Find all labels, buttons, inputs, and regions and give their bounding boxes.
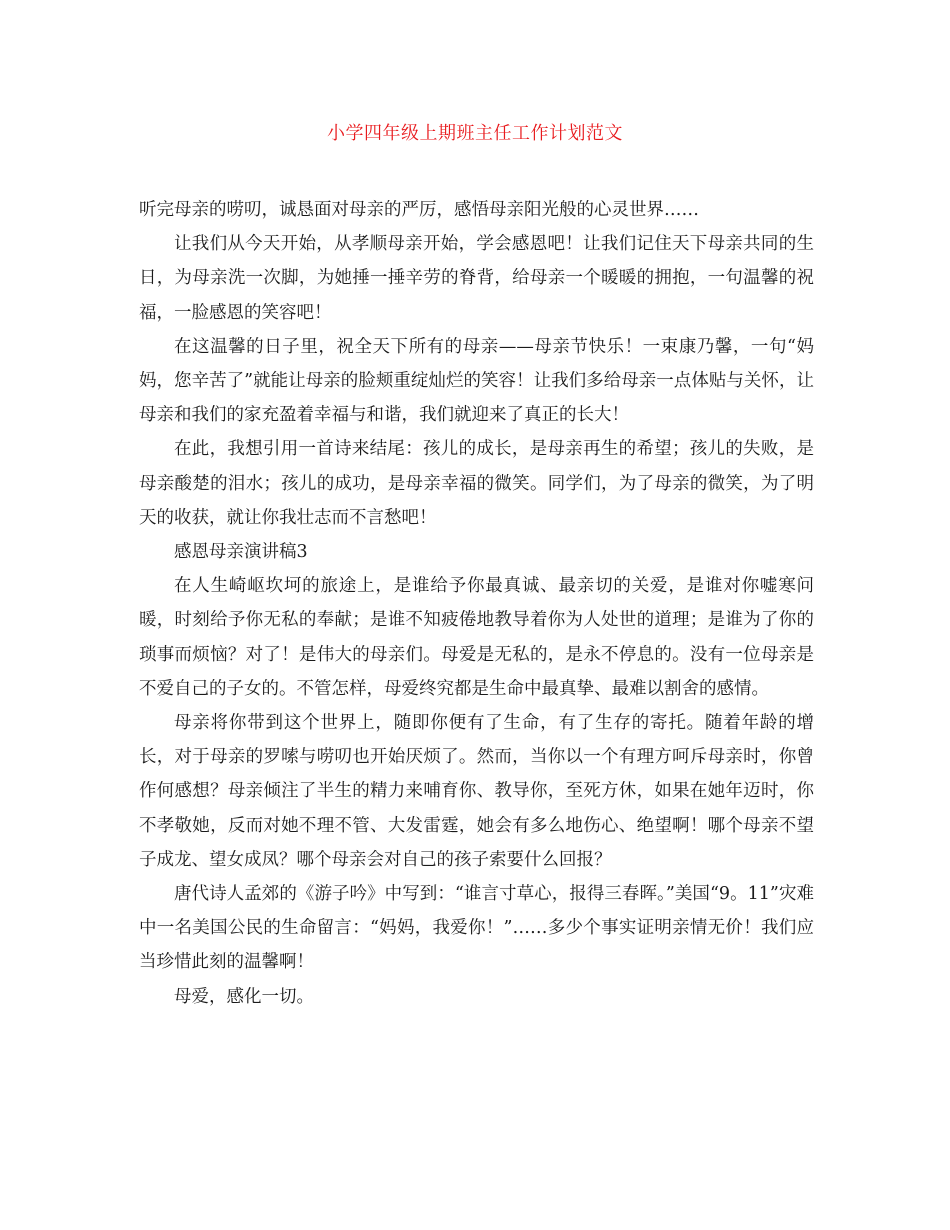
paragraph-7: 唐代诗人孟郊的《游子吟》中写到：“谁言寸草心，报得三春晖。”美国“9。11”灾难中一名美国公民的生命留言：“妈妈，我爱你！”……多少个事实证明亲情无价！我们应当珍惜此刻的温馨啊！ — [139, 884, 814, 973]
paragraph-1: 听完母亲的唠叨，诚恳面对母亲的严厉，感悟母亲阳光般的心灵世界…… — [139, 200, 699, 220]
paragraph-2: 让我们从今天开始，从孝顺母亲开始，学会感恩吧！让我们记住天下母亲共同的生日，为母亲洗一次脚，为她捶一捶辛劳的脊背，给母亲一个暖暖的拥抱，一句温馨的祝福，一脸感恩的笑容吧！ — [139, 234, 814, 323]
paragraph-5: 在人生崎岖坎坷的旅途上，是谁给予你最真诚、最亲切的关爱，是谁对你嘘寒问暖，时刻给予你无私的奉献；是谁不知疲倦地教导着你为人处世的道理；是谁为了你的琐事而烦恼？对了！是伟大的母亲们。母爱是无私的，是永不停息的。没有一位母亲是不爱自己的子女的。不管怎样，母爱终究都是生命中最真挚、最难以割舍的感情。 — [139, 576, 814, 699]
document-title: 小学四年级上期班主任工作计划范文 — [327, 123, 623, 144]
section-heading: 感恩母亲演讲稿3 — [174, 542, 308, 563]
document-body — [139, 193, 814, 1014]
paragraph-3: 在这温馨的日子里，祝全天下所有的母亲——母亲节快乐！一束康乃馨，一句“妈妈，您辛苦了”就能让母亲的脸颊重绽灿烂的笑容！让我们多给母亲一点体贴与关怀，让母亲和我们的家充盈着幸福与和谐，我们就迎来了真正的长大！ — [139, 336, 814, 426]
paragraph-8: 母爱，感化一切。 — [174, 986, 314, 1007]
paragraph-4: 在此，我想引用一首诗来结尾：孩儿的成长，是母亲再生的希望；孩儿的失败，是母亲酸楚的泪水；孩儿的成功，是母亲幸福的微笑。同学们，为了母亲的微笑，为了明天的收获，就让你我壮志而不言愁吧！ — [139, 439, 814, 528]
paragraph-6: 母亲将你带到这个世界上，随即你便有了生命，有了生存的寄托。随着年龄的增长，对于母亲的罗嗦与唠叨也开始厌烦了。然而，当你以一个有理方呵斥母亲时，你曾作何感想？母亲倾注了半生的精力来哺育你、教导你，至死方休，如果在她年迈时，你不孝敬她，反而对她不理不管、大发雷霆，她会有多么地伤心、绝望啊！哪个母亲不望子成龙、望女成凤？哪个母亲会对自己的孩子索要什么回报？ — [139, 713, 814, 870]
